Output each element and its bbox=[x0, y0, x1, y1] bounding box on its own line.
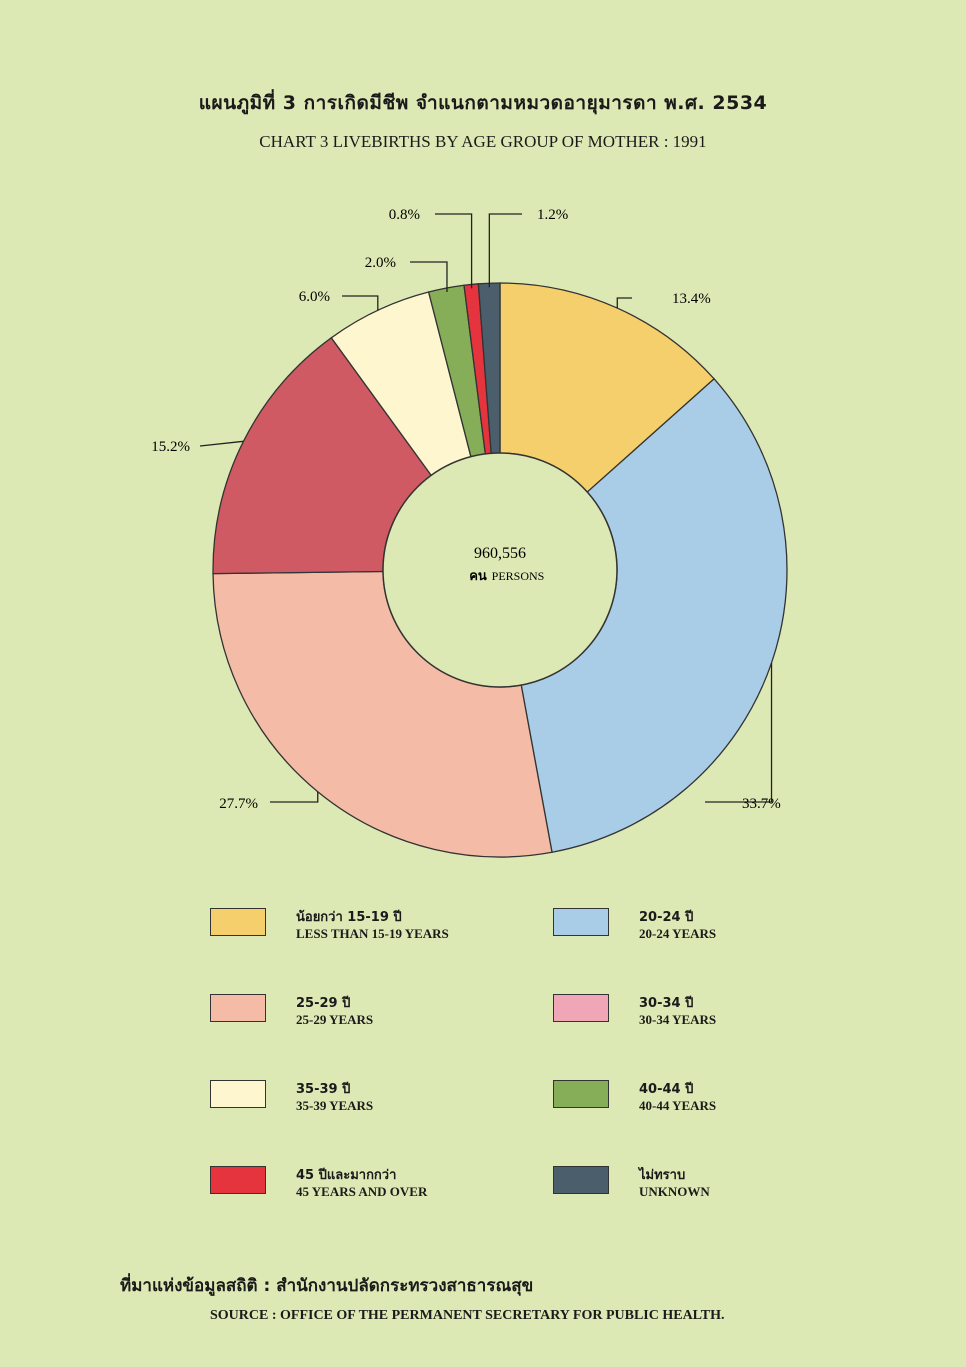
chart-title-thai: แผนภูมิที่ 3 การเกิดมีชีพ จำแนกตามหมวดอายุมารดา พ.ศ. 2534 bbox=[198, 92, 768, 114]
slice-percent-label: 13.4% bbox=[672, 291, 711, 307]
leader-line bbox=[270, 792, 318, 802]
legend-label-english: 30-34 YEARS bbox=[639, 1012, 717, 1027]
slice-percent-label: 27.7% bbox=[219, 796, 258, 812]
leader-line bbox=[410, 262, 447, 292]
slice-percent-label: 1.2% bbox=[537, 207, 569, 223]
center-unit-english: PERSONS bbox=[491, 569, 545, 583]
legend-label-english: UNKNOWN bbox=[639, 1184, 710, 1199]
leader-line bbox=[435, 214, 472, 288]
source-thai: ที่มาแห่งข้อมูลสถิติ : สำนักงานปลัดกระทรวงสาธารณสุข bbox=[120, 1276, 534, 1296]
legend-label-thai: 40-44 ปี bbox=[639, 1082, 694, 1097]
leader-line bbox=[200, 441, 243, 446]
legend-swatch bbox=[553, 908, 609, 936]
legend-swatch bbox=[553, 1080, 609, 1108]
legend-label-thai: น้อยกว่า 15-19 ปี bbox=[296, 910, 402, 925]
center-unit-thai: คน bbox=[469, 569, 487, 584]
legend-label-thai: 35-39 ปี bbox=[296, 1082, 351, 1097]
legend-label-english: 45 YEARS AND OVER bbox=[296, 1184, 428, 1199]
leader-line bbox=[617, 298, 632, 308]
legend-label-english: 20-24 YEARS bbox=[639, 926, 717, 941]
legend-swatch bbox=[553, 994, 609, 1022]
center-total: 960,556 bbox=[474, 545, 526, 562]
legend-swatch bbox=[210, 994, 266, 1022]
legend-swatch bbox=[553, 1166, 609, 1194]
source-english: SOURCE : OFFICE OF THE PERMANENT SECRETARY FOR PUBLIC HEALTH. bbox=[210, 1308, 725, 1323]
legend-label-thai: 45 ปีและมากกว่า bbox=[296, 1168, 397, 1183]
legend-label-thai: ไม่ทราบ bbox=[639, 1168, 686, 1183]
slice-percent-label: 0.8% bbox=[388, 207, 420, 223]
legend-swatch bbox=[210, 1080, 266, 1108]
legend-swatch bbox=[210, 1166, 266, 1194]
legend-label-thai: 25-29 ปี bbox=[296, 996, 351, 1011]
legend-label-thai: 20-24 ปี bbox=[639, 910, 694, 925]
legend-label-english: 40-44 YEARS bbox=[639, 1098, 717, 1113]
legend-label-english: LESS THAN 15-19 YEARS bbox=[296, 926, 449, 941]
chart-title-english: CHART 3 LIVEBIRTHS BY AGE GROUP OF MOTHER : 1991 bbox=[259, 132, 707, 151]
slice-percent-label: 33.7% bbox=[742, 796, 781, 812]
legend-swatch bbox=[210, 908, 266, 936]
legend-label-english: 35-39 YEARS bbox=[296, 1098, 374, 1113]
slice-percent-label: 2.0% bbox=[364, 255, 396, 271]
legend-label-english: 25-29 YEARS bbox=[296, 1012, 374, 1027]
slice-percent-label: 6.0% bbox=[298, 289, 330, 305]
slice-percent-label: 15.2% bbox=[151, 439, 190, 455]
leader-line bbox=[342, 296, 378, 310]
leader-line bbox=[489, 214, 522, 287]
legend-label-thai: 30-34 ปี bbox=[639, 996, 694, 1011]
